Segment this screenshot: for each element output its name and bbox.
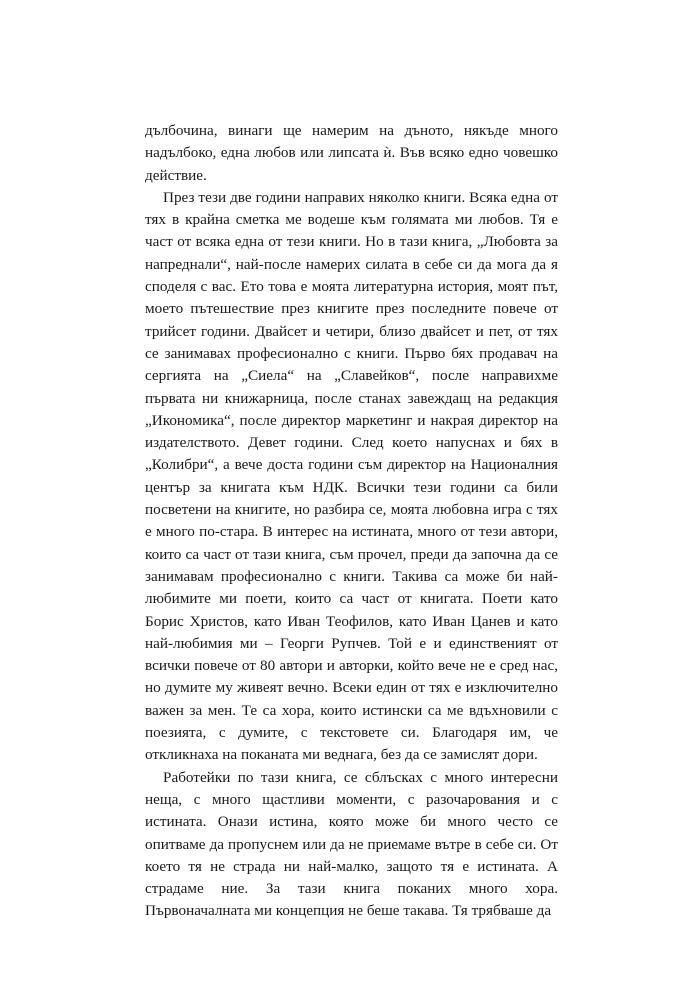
paragraph-1: дълбочина, винаги ще намерим на дъното, някъде много надълбоко, една любов или липсата ѝ. Във всяко едно човешко действие. <box>145 122 558 184</box>
paragraph-2: През тези две години направих няколко книги. Всяка една от тях в крайна сметка ме водеше към голямата ми любов. Тя е част от всяка една от тези книги. Но в тази книга, „Любовта за напреднали“, най-после намерих силата в себе си да мога да я споделя с вас. Ето това е моята литературна история, моят път, моето пътешествие през книгите през последните повече от трийсет години. Двайсет и четири, близо двайсет и пет, от тях се занимавах професионално с книги. Първо бях продавач на сергията на „Сиела“ на „Славейков“, после направихме първата ни книжарница, после станах завеждащ на редакция „Икономика“, после директор маркетинг и накрая директор на издателството. Девет години. След което напуснах и бях в „Колибри“, а вече доста години съм директор на Националния център за книгата към НДК. Всички тези години са били посветени на книгите, но разбира се, моята любовна игра с тях е много по-стара. В интерес на истината, много от тези автори, които са част от тази книга, съм прочел, преди да започна да се занимавам професионално с книги. Такива са може би най-любимите ми поети, които са част от книгата. Поети като Борис Христов, като Иван Теофилов, като Иван Цанев и като най-любимия ми – Георги Рупчев. Той е и единственият от всички повече от 80 автори и авторки, който вече не е сред нас, но думите му живеят вечно. Всеки един от тях е изключително важен за мен. Те са хора, които истински са ме вдъхновили с поезията, с думите, с текстовете си. Благодаря им, че откликнаха на поканата ми веднага, без да се замислят дори. <box>145 188 558 764</box>
paragraph-3: Работейки по тази книга, се сблъсках с много интересни неща, с много щастливи моменти, с разочарования и с истината. Онази истина, която може би много често се опитваме да пропуснем или да не приемаме вътре в себе си. От което тя не страда ни най-малко, защото тя е истината. А страдаме ние. За тази книга поканих много хора. Първоначалната ми концепция не беше такава. Тя трябваше да <box>145 768 558 920</box>
body-text <box>145 120 558 923</box>
